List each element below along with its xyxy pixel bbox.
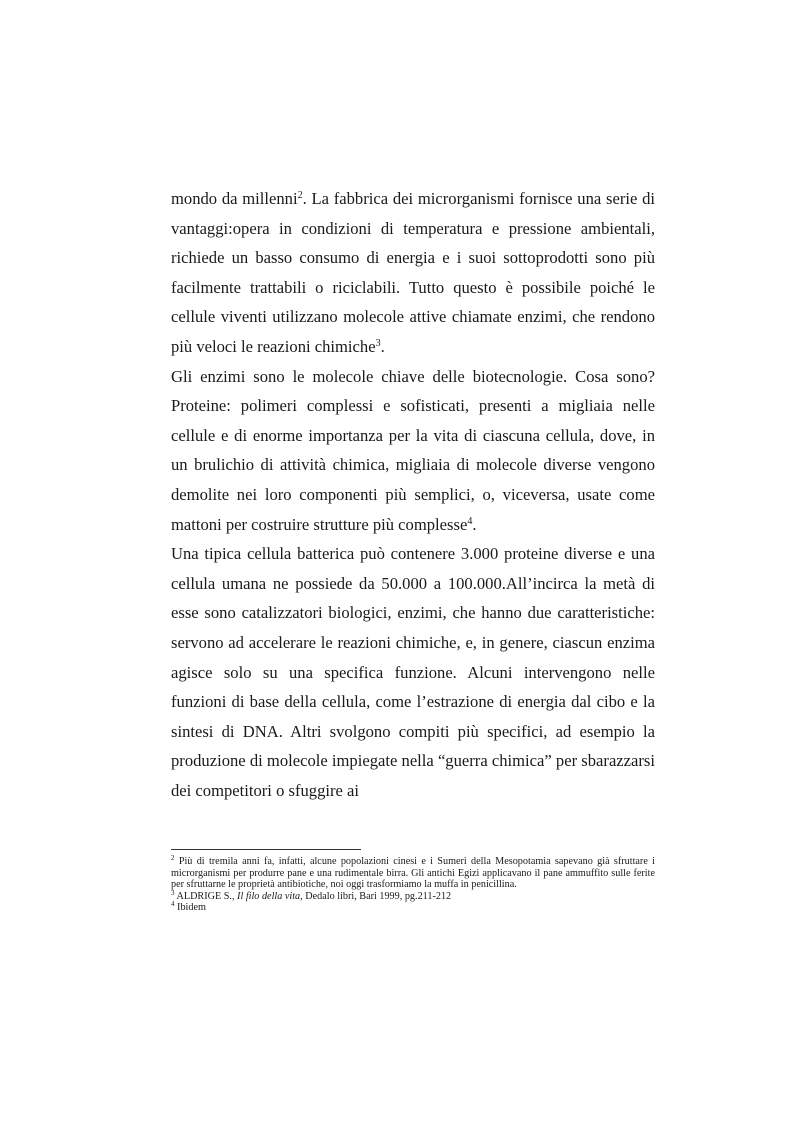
footnote-3 [171, 888, 655, 903]
p1-text-b: . La fabbrica dei microrganismi fornisce una serie di vantaggi:opera in condizioni di temperatura e pressione ambientali, richiede un basso consumo di energia e i suoi sottoprodotti sono più facilmente trattabili o riciclabili. Tutto questo è possibile poiché le cellule viventi utilizzano molecole attive chiamate enzimi, che rendono più veloci le reazioni chimiche [171, 189, 655, 356]
footnote-number: 2 [171, 854, 175, 862]
paragraph-1 [171, 184, 655, 362]
footnote-author: ALDRIGE S., [174, 890, 238, 902]
p2-text-a: Gli enzimi sono le molecole chiave delle biotecnologie. Cosa sono? Proteine: polimeri complessi e sofisticati, presenti a migliaia nelle cellule e di enorme importanza per la vita di ciascuna cellula, dove, in un brulichio di attività chimica, migliaia di molecole diverse vengono demolite nei loro componenti più semplici, o, viceversa, usate come mattoni per costruire strutture più complesse [171, 366, 655, 534]
footnote-citation: , Dedalo libri, Bari 1999, pg.211-212 [300, 890, 452, 902]
footnote-separator [171, 849, 361, 850]
paragraph-2 [171, 362, 655, 540]
p2-text-b: . [472, 514, 477, 534]
footnote-ref-2: 2 [297, 190, 303, 201]
footnote-ref-4: 4 [467, 515, 473, 527]
footnote-number: 4 [171, 900, 175, 909]
footnote-ref-3: 3 [375, 337, 381, 349]
footnote-book-title: Il filo della vita [237, 890, 301, 902]
footnote-2 [171, 856, 655, 891]
p1-text-a: mondo da millenni [171, 189, 298, 208]
main-text [171, 184, 655, 805]
paragraph-3: Una tipica cellula batterica può contenere 3.000 proteine diverse e una cellula umana ne possiede da 50.000 a 100.000.All’incirca la metà di esse sono catalizzatori biologici, enzimi, che hanno due caratteristiche: servono ad accelerare le reazioni chimiche, e, in genere, ciascun enzima agisce solo su una specifica funzione. Alcuni intervengono nelle funzioni di base della cellula, come l’estrazione di energia dal cibo e la sintesi di DNA. Altri svolgono compiti più specifici, ad esempio la produzione di molecole impiegate nella “guerra chimica” per sbarazzarsi dei competitori o sfuggire ai [171, 544, 655, 800]
p1-text-c: . [380, 336, 385, 356]
footnotes [171, 856, 655, 914]
footnote-text: Ibidem [174, 902, 206, 914]
footnote-number: 3 [171, 888, 175, 897]
footnote-4 [171, 902, 655, 914]
footnote-text: Più di tremila anni fa, infatti, alcune popolazioni cinesi e i Sumeri della Mesopotamia sapevano già sfruttare i microrganismi per produrre pane e una rudimentale birra. Gli antichi Egizi applicavano il pane ammuffito sulle ferite per sfruttarne le proprietà antibiotiche, noi oggi trasformiamo la muffa in penicillina. [171, 856, 655, 891]
